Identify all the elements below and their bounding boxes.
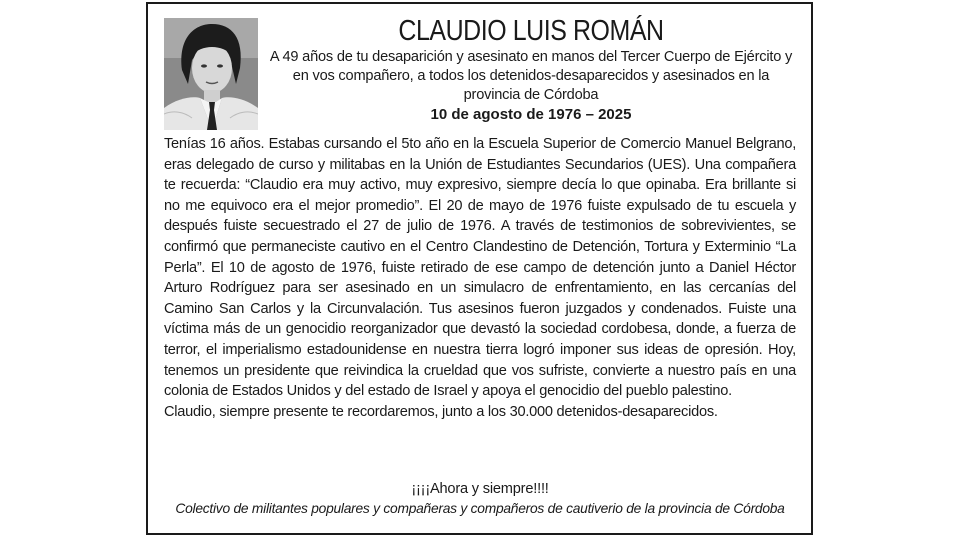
portrait-photo xyxy=(164,18,258,130)
notice-header xyxy=(266,14,796,125)
remembrance-line: Claudio, siempre presente te recordaremos, junto a los 30.000 detenidos-desaparecidos. xyxy=(164,403,718,420)
signature-line: Colectivo de militantes populares y compañeras y compañeros de cautiverio de la provincia de Córdoba xyxy=(175,501,785,516)
body-paragraph: Tenías 16 años. Estabas cursando el 5to año en la Escuela Superior de Comercio Manuel Belgrano, eras delegado de curso y militabas en la Unión de Estudiantes Secundarios (UES). Una compañera te recuerda: “Claudio era muy activo, muy expresivo, siempre decía lo que opinaba. Era brillante si no me equivoco era el mejor promedio”. El 20 de mayo de 1976 fuiste expulsado de tu escuela y después fuiste secuestrado el 27 de julio de 1976. A través de testimonios de sobrevivientes, se confirmó que permaneciste cautivo en el Centro Clandestino de Detención, Tortura y Exterminio “La Perla”. El 10 de agosto de 1976, fuiste retirado de ese campo de detención junto a Daniel Héctor Arturo Rodríguez para ser asesinado en un simulacro de enfrentamiento, en las cercanías del Camino San Carlos y la Circunvalación. Tus asesinos fueron juzgados y condenados. Fuiste una víctima más de un genocidio reorganizador que devastó la sociedad cordobesa, donde, a fuerza de terror, el imperialismo estadounidense en nuestra tierra logró imponer sus ideas de opresión. Hoy, tenemos un presidente que reivindica la crueldad que vos sufriste, convierte a nuestro país en una colonia de Estados Unidos y del estado de Israel y apoya el genocidio del pueblo palestino. xyxy=(164,136,796,400)
date-line: 10 de agosto de 1976 – 2025 xyxy=(430,106,632,123)
dedication-text: A 49 años de tu desaparición y asesinato en manos del Tercer Cuerpo de Ejército y en vos compañero, a todos los detenidos-desaparecidos y asesinados en la provincia de Córdoba xyxy=(269,49,793,103)
deceased-name: CLAUDIO LUIS ROMÁN xyxy=(398,15,664,47)
notice-body xyxy=(164,134,796,422)
closing-slogan: ¡¡¡¡Ahora y siempre!!!! xyxy=(411,481,549,497)
